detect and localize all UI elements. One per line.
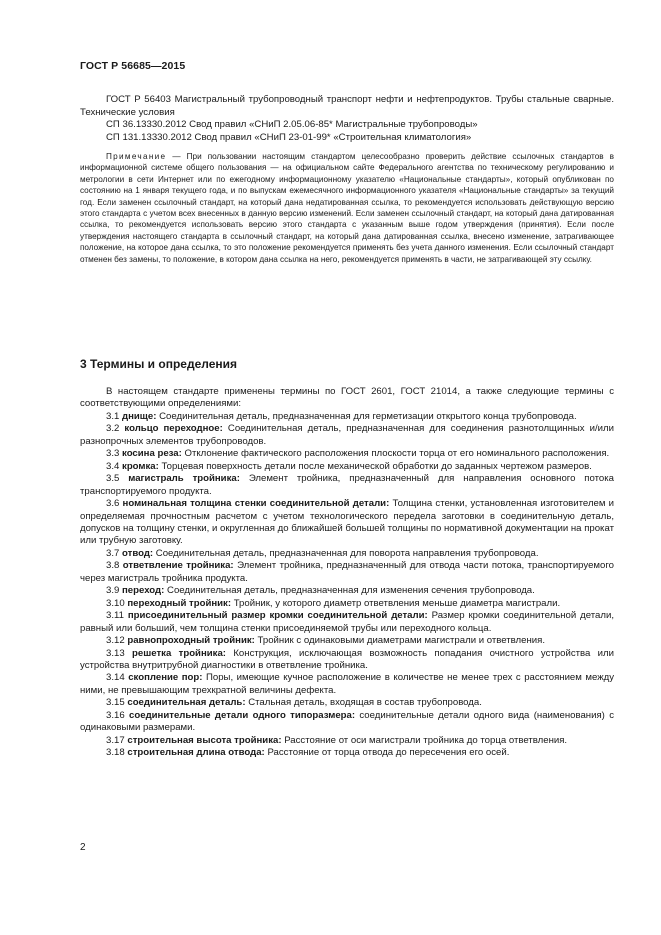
term-entry bbox=[80, 747, 614, 759]
term-entry bbox=[80, 598, 614, 610]
term-name: переходный тройник: bbox=[127, 597, 232, 609]
term-name: переход: bbox=[122, 585, 165, 597]
term-number: 3.3 bbox=[106, 448, 120, 460]
term-number: 3.15 bbox=[106, 697, 125, 709]
term-entry bbox=[80, 697, 614, 709]
terms-list bbox=[80, 386, 614, 760]
term-name: скопление пор: bbox=[128, 672, 203, 684]
term-number: 3.14 bbox=[106, 672, 125, 684]
term-entry bbox=[80, 648, 614, 673]
term-definition: Расстояние от оси магистрали тройника до торца ответвления. bbox=[284, 734, 568, 746]
term-number: 3.9 bbox=[106, 585, 120, 597]
term-name: кромка: bbox=[122, 460, 159, 472]
normative-references bbox=[80, 94, 614, 144]
term-entry bbox=[80, 610, 614, 635]
term-definition: Стальная деталь, входящая в состав трубопровода. bbox=[248, 697, 482, 709]
note-label: Примечание bbox=[106, 152, 167, 161]
term-name: соединительная деталь: bbox=[127, 697, 246, 709]
term-number: 3.5 bbox=[106, 473, 120, 485]
terms-intro: В настоящем стандарте применены термины по ГОСТ 2601, ГОСТ 21014, а также следующие термины с соответствующими определениями: bbox=[80, 386, 614, 410]
term-entry bbox=[80, 560, 614, 585]
term-number: 3.12 bbox=[106, 635, 125, 647]
term-entry bbox=[80, 735, 614, 747]
reference-item: СП 131.13330.2012 Свод правил «СНиП 23-01-99* «Строительная климатология» bbox=[106, 131, 472, 143]
term-definition: Элемент тройника, предназначенный для направления основного потока транспортируемого продукта. bbox=[80, 473, 614, 497]
term-name: номинальная толщина стенки соединительной детали: bbox=[122, 498, 390, 510]
term-name: соединительные детали одного типоразмера: bbox=[129, 709, 356, 721]
term-definition: Тройник, у которого диаметр ответвления меньше диаметра магистрали. bbox=[233, 597, 561, 609]
reference-item: ГОСТ Р 56403 Магистральный трубопроводный транспорт нефти и нефтепродуктов. Трубы стальные сварные. Технические условия bbox=[80, 94, 614, 118]
term-name: равнопроходный тройник: bbox=[127, 635, 255, 647]
term-definition: соединительные детали одного вида (наименования) с одинаковыми размерами. bbox=[80, 709, 614, 734]
term-entry bbox=[80, 548, 614, 560]
term-name: строительная высота тройника: bbox=[127, 734, 282, 746]
term-definition: Соединительная деталь, предназначенная для поворота направления трубопровода. bbox=[155, 547, 539, 559]
term-entry bbox=[80, 461, 614, 473]
term-definition: Тройник с одинаковыми диаметрами магистрали и ответвления. bbox=[257, 635, 545, 647]
term-entry bbox=[80, 710, 614, 735]
term-entry bbox=[80, 635, 614, 647]
term-number: 3.13 bbox=[106, 647, 125, 659]
term-definition: Толщина стенки, установленная изготовителем и определяемая прочностным расчетом с учетом технологического передела заготовки в соединительную деталь, допусков на толщину стенки, и округленная до ближайшей большей толщины по нормативной документации на прокат или трубную заготовку. bbox=[80, 498, 615, 547]
term-entry bbox=[80, 423, 614, 448]
term-number: 3.1 bbox=[106, 410, 120, 422]
term-entry bbox=[80, 411, 614, 423]
term-definition: Размер кромки соединительной детали, равный или больший, чем толщина стенки присоединяемой трубы или переходного кольца. bbox=[80, 610, 614, 634]
term-entry bbox=[80, 498, 614, 548]
term-definition: Элемент тройника, предназначенный для отвода части потока, транспортируемого через магистраль тройника продукта. bbox=[80, 560, 614, 584]
term-number: 3.4 bbox=[106, 460, 120, 472]
term-definition: Конструкция, исключающая возможность попадания очистного устройства или устройства внутритрубной диагностики в ответвление тройника. bbox=[80, 647, 614, 671]
term-entry bbox=[80, 585, 614, 597]
term-definition: Отклонение фактического расположения плоскости торца от его номинального расположения. bbox=[184, 448, 610, 460]
term-name: ответвление тройника: bbox=[122, 560, 234, 572]
term-name: косина реза: bbox=[122, 448, 182, 460]
term-name: решетка тройника: bbox=[132, 647, 226, 659]
term-name: отвод: bbox=[122, 547, 154, 559]
terms-container bbox=[80, 411, 614, 760]
term-name: строительная длина отвода: bbox=[127, 747, 265, 759]
term-entry bbox=[80, 448, 614, 460]
term-number: 3.18 bbox=[106, 747, 125, 759]
term-number: 3.17 bbox=[106, 734, 125, 746]
term-name: днище: bbox=[122, 410, 157, 422]
term-number: 3.10 bbox=[106, 597, 125, 609]
term-definition: Расстояние от торца отвода до пересечения его осей. bbox=[267, 747, 510, 759]
term-definition: Соединительная деталь, предназначенная для соединения разнотолщинных и/или разнопрочных элементов трубопроводов. bbox=[80, 423, 614, 447]
term-name: магистраль тройника: bbox=[128, 473, 240, 485]
term-name: кольцо переходное: bbox=[124, 423, 223, 435]
term-number: 3.11 bbox=[106, 610, 124, 622]
reference-item: СП 36.13330.2012 Свод правил «СНиП 2.05.06-85* Магистральные трубопроводы» bbox=[106, 119, 478, 131]
term-definition: Соединительная деталь, предназначенная для герметизации открытого конца трубопровода. bbox=[159, 410, 577, 422]
term-entry bbox=[80, 672, 614, 697]
note-text: — При пользовании настоящим стандартом целесообразно проверить действие ссылочных стандартов в информационной системе общего пользования — на официальном сайте Федерального агентства по техническому регулированию и метрологии в сети Интернет или по ежегодному информационному указателю «Национальные стандарты», который опубликован по состоянию на 1 января текущего года, и по выпускам ежемесячного информационного указателя «Национальные стандарты» за текущий год. Если заменен ссылочный стандарт, на который дана недатированная ссылка, то рекомендуется использовать действующую версию этого стандарта с учетом всех внесенных в данную версию изменений. Если заменен ссылочный стандарт, на который дана датированная ссылка, то рекомендуется использовать версию этого стандарта с указанным выше годом утверждения (принятия). Если после утверждения настоящего стандарта в ссылочный стандарт, на который дана датированная ссылка, внесено изменение, затрагивающее положение, на которое дана ссылка, то это положение рекомендуется применять без учета данного изменения. Если ссылочный стандарт отменен без замены, то положение, в котором дана ссылка на него, рекомендуется применять в части, не затрагивающей эту ссылку. bbox=[80, 152, 614, 264]
term-number: 3.8 bbox=[106, 560, 120, 572]
note-paragraph bbox=[80, 151, 614, 265]
page-number: 2 bbox=[80, 842, 86, 853]
page-header: ГОСТ Р 56685—2015 bbox=[80, 60, 186, 72]
term-number: 3.7 bbox=[106, 547, 120, 559]
term-name: присоединительный размер кромки соединительной детали: bbox=[127, 610, 428, 622]
term-number: 3.16 bbox=[106, 709, 125, 721]
term-number: 3.6 bbox=[106, 498, 120, 510]
term-definition: Поры, имеющие кучное расположение в количестве не менее трех с расстоянием между ними, не превышающим трехкратной величины дефекта. bbox=[80, 672, 615, 696]
term-number: 3.2 bbox=[106, 423, 120, 435]
term-entry bbox=[80, 473, 614, 498]
term-definition: Торцевая поверхность детали после механической обработки до заданных чертежом размеров. bbox=[161, 460, 592, 472]
term-definition: Соединительная деталь, предназначенная для изменения сечения трубопровода. bbox=[167, 585, 535, 597]
section-title: 3 Термины и определения bbox=[80, 357, 238, 371]
